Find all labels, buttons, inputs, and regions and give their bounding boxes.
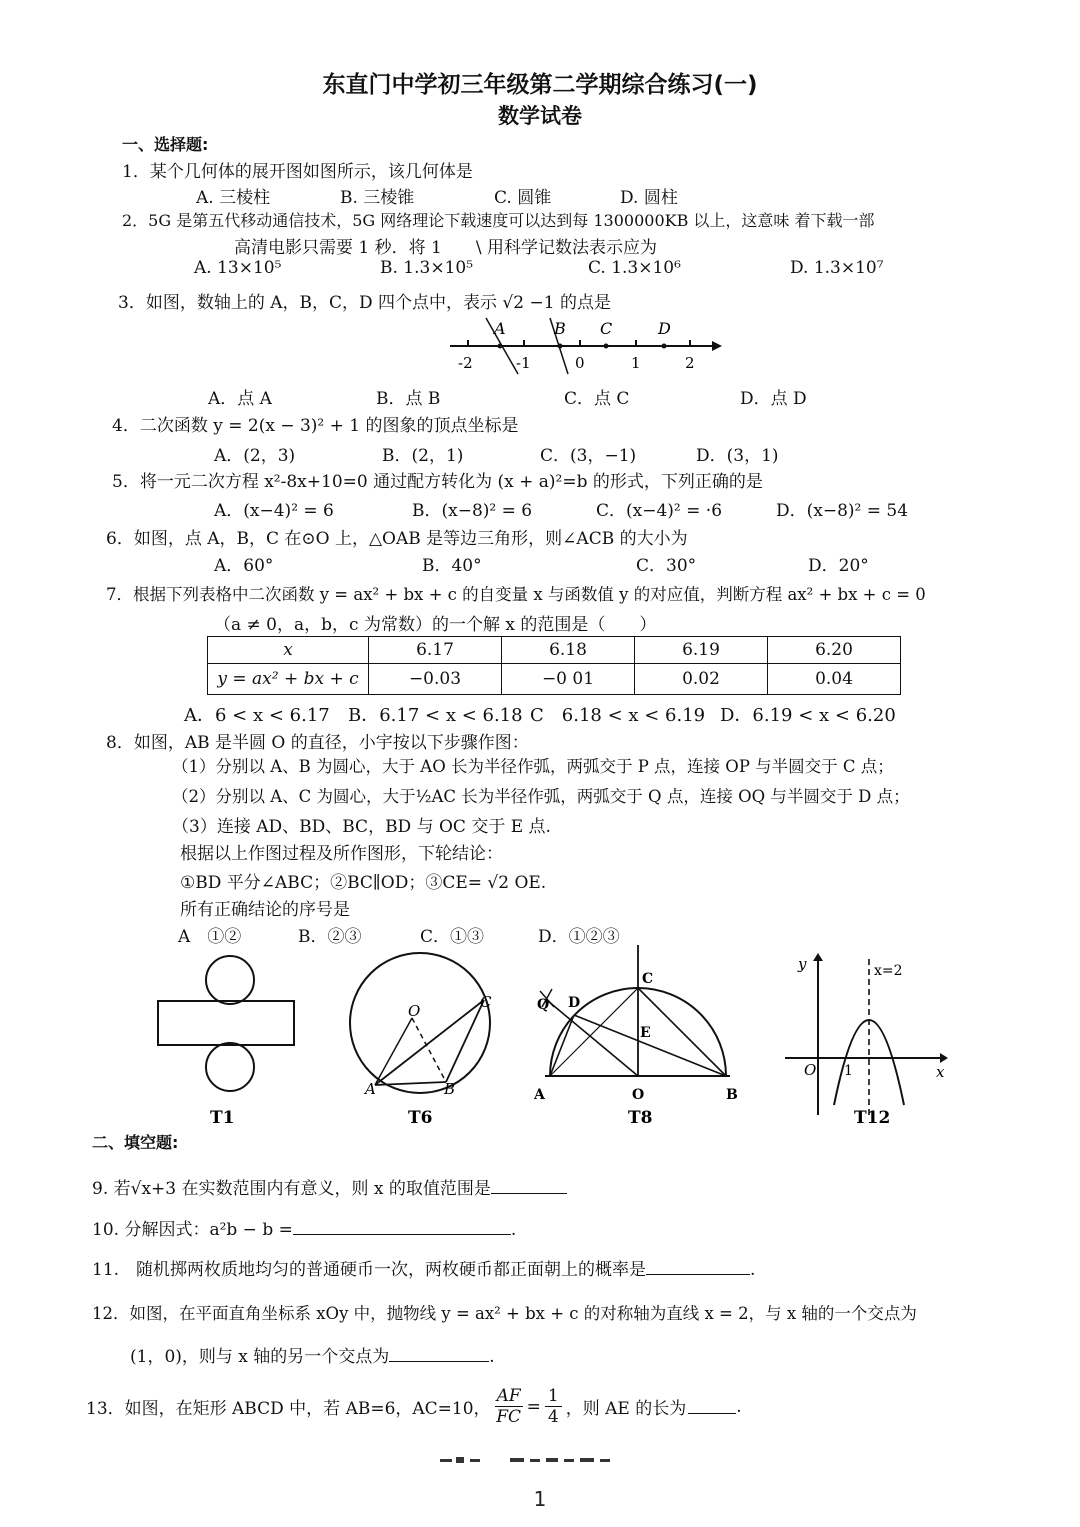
q4-option-a: A．(2，3): [214, 446, 296, 466]
q5-option-d: D．(x−8)² = 54: [776, 501, 909, 521]
table-cell: 0.02: [635, 664, 768, 695]
t8-point-q: Q: [537, 997, 550, 1013]
q13-answer-blank[interactable]: [688, 1399, 736, 1414]
q7-value-table: [207, 636, 901, 695]
q13-fraction-af-fc: [495, 1386, 523, 1427]
q13-fraction-quarter: [545, 1386, 562, 1427]
t12-parabola-figure: [785, 953, 948, 1128]
q10-stem-line: 10. 分解因式：a²b − b = .: [92, 1220, 517, 1240]
q12-stem-line2-wrap: (1，0)，则与 x 轴的另一个交点为 .: [130, 1347, 495, 1367]
q1-option-a: A. 三棱柱: [196, 188, 271, 208]
q3-point-a: A: [494, 319, 506, 338]
q5-option-b: B．(x−8)² = 6: [412, 501, 533, 521]
t6-label: T6: [408, 1108, 433, 1128]
t8-label: T8: [628, 1108, 653, 1128]
t8-semicircle-figure: [533, 945, 738, 1128]
table-cell: 6.17: [369, 637, 502, 664]
table-row: [208, 664, 901, 695]
exam-title: 东直门中学初三年级第二学期综合练习(一): [322, 72, 758, 98]
q7-option-b: B．6.17 < x < 6.18: [348, 705, 523, 726]
q3-tick-2: 2: [685, 354, 695, 372]
fraction-numerator: 1: [545, 1386, 562, 1407]
q11-stem: 11. 随机掷两枚质地均匀的普通硬币一次，两枚硬币都正面朝上的概率是: [92, 1260, 647, 1280]
table-cell: x: [208, 637, 369, 664]
q1-option-b: B. 三棱锥: [340, 188, 415, 208]
q9-stem-line: [92, 1174, 567, 1199]
q7-option-a: A．6 < x < 6.17: [184, 705, 330, 726]
table-row: [208, 637, 901, 664]
q6-option-c: C．30°: [636, 556, 697, 576]
table-cell: 0.04: [768, 664, 901, 695]
q3-option-a: A．点 A: [208, 389, 272, 409]
q8-option-d: D．①②③: [538, 927, 620, 947]
q11-stem-line: 11. 随机掷两枚质地均匀的普通硬币一次，两枚硬币都正面朝上的概率是 .: [92, 1260, 756, 1280]
q13-stem-b: ，则 AE 的长为: [565, 1399, 687, 1419]
smudged-footer-text: [0, 1455, 1080, 1467]
table-cell: −0.03: [369, 664, 502, 695]
q2-option-a: A. 13×10⁵: [194, 258, 282, 278]
t8-point-b: B: [726, 1087, 738, 1103]
t12-label-origin: O: [804, 1061, 817, 1079]
q3-point-d: D: [658, 319, 671, 338]
q6-option-a: A．60°: [214, 556, 274, 576]
q4-option-b: B．(2，1): [382, 446, 464, 466]
t12-label-axis: x=2: [874, 963, 903, 979]
q8-stem: 8．如图，AB 是半圆 O 的直径，小宇按以下步骤作图：: [106, 733, 529, 753]
q4-stem: 4．二次函数 y = 2(x − 3)² + 1 的图象的顶点坐标是: [112, 416, 519, 436]
q1-option-d: D. 圆柱: [620, 188, 678, 208]
t6-point-c: C: [480, 993, 492, 1011]
fraction-denominator: FC: [496, 1407, 521, 1427]
t1-label: T1: [210, 1108, 235, 1128]
t8-point-c: C: [642, 971, 654, 987]
q3-tick-neg1: -1: [516, 354, 531, 372]
table-cell: 6.18: [502, 637, 635, 664]
t8-point-a: A: [534, 1087, 545, 1103]
q6-option-d: D．20°: [808, 556, 869, 576]
t12-label-one: 1: [844, 1063, 853, 1079]
q2-option-d: D. 1.3×10⁷: [790, 258, 884, 278]
q4-option-c: C．(3，−1): [540, 446, 637, 466]
q13-stem-a: 13．如图，在矩形 ABCD 中，若 AB=6，AC=10，: [86, 1399, 491, 1419]
q2-stem-line2: 高清电影只需要 1 秒．将 1 \ 用科学记数法表示应为: [234, 238, 657, 258]
q3-point-b: B: [554, 319, 566, 338]
t6-point-b: B: [444, 1080, 456, 1098]
q8-claims: ①BD 平分∠ABC；②BC∥OD；③CE= √2 OE.: [180, 873, 547, 893]
q6-stem: 6．如图，点 A，B，C 在⊙O 上，△OAB 是等边三角形，则∠ACB 的大小为: [106, 529, 688, 549]
q3-option-d: D．点 D: [740, 389, 807, 409]
t8-point-e: E: [640, 1025, 651, 1041]
q3-tick-1: 1: [631, 354, 641, 372]
q7-stem-line2: （a ≠ 0，a，b，c 为常数）的一个解 x 的范围是（ ）: [214, 615, 657, 635]
t8-point-d: D: [568, 995, 581, 1011]
q12-stem-line1: 12．如图，在平面直角坐标系 xOy 中，抛物线 y = ax² + bx + c 的对称轴为直线 x = 2，与 x 轴的一个交点为: [92, 1304, 917, 1323]
t8-point-o: O: [632, 1087, 645, 1103]
q10-answer-blank[interactable]: [293, 1220, 511, 1235]
q3-option-c: C．点 C: [564, 389, 630, 409]
table-cell: 6.20: [768, 637, 901, 664]
fraction-denominator: 4: [547, 1407, 559, 1427]
q1-option-c: C. 圆锥: [494, 188, 552, 208]
t1-cylinder-net: [158, 956, 294, 1128]
q8-step3: （3）连接 AD、BD、BC，BD 与 OC 交于 E 点.: [172, 817, 551, 837]
q3-number-line: [440, 312, 730, 380]
section2-heading: 二、填空题:: [92, 1133, 179, 1152]
t6-circle-figure: [350, 953, 492, 1128]
q2-option-b: B. 1.3×10⁵: [380, 258, 474, 278]
q1-stem: 1．某个几何体的展开图如图所示，该几何体是: [122, 162, 473, 182]
page-number: 1: [533, 1487, 547, 1511]
q5-option-a: A．(x−4)² = 6: [214, 501, 334, 521]
exam-subtitle: 数学试卷: [498, 104, 582, 128]
q7-stem-line1: 7．根据下列表格中二次函数 y = ax² + bx + c 的自变量 x 与函数值 y 的对应值，判断方程 ax² + bx + c = 0: [106, 585, 926, 604]
q6-option-b: B．40°: [422, 556, 482, 576]
t12-label-x: x: [936, 1063, 945, 1081]
q11-answer-blank[interactable]: [646, 1260, 750, 1275]
table-cell: y = ax² + bx + c: [208, 664, 369, 695]
q8-option-b: B．②③: [298, 927, 362, 947]
table-cell: 6.19: [635, 637, 768, 664]
q8-ask: 所有正确结论的序号是: [180, 900, 350, 920]
q2-stem-line1: 2．5G 是第五代移动通信技术，5G 网络理论下载速度可以达到每 1300000KB 以上，这意味 着下载一部: [122, 211, 875, 230]
t6-point-o: O: [408, 1002, 421, 1020]
q3-stem: 3．如图，数轴上的 A，B，C，D 四个点中，表示 √2 −1 的点是: [118, 293, 611, 313]
q2-option-c: C. 1.3×10⁶: [588, 258, 681, 278]
q7-option-c: C 6.18 < x < 6.19: [530, 705, 706, 726]
t12-label-y: y: [798, 955, 807, 973]
fraction-numerator: AF: [496, 1386, 521, 1406]
q8-option-a: A ①②: [178, 927, 242, 947]
q9-answer-blank[interactable]: [491, 1179, 567, 1194]
t12-label: T12: [854, 1108, 891, 1128]
q3-tick-0: 0: [575, 354, 585, 372]
q5-option-c: C．(x−4)² = ·6: [596, 501, 723, 521]
t6-point-a: A: [365, 1080, 376, 1098]
q13-stem-line: 13．如图，在矩形 ABCD 中，若 AB=6，AC=10， $\frac{AF}{FC}$ = $\frac{1}{4}$ ，则 AE 的长为 .: [86, 1386, 742, 1427]
q10-stem: 10. 分解因式：a²b − b =: [92, 1220, 293, 1240]
q9-stem: 9. 若√x+3 在实数范围内有意义，则 x 的取值范围是: [92, 1179, 491, 1199]
q3-tick-neg2: -2: [458, 354, 473, 372]
q7-option-d: D．6.19 < x < 6.20: [720, 705, 896, 726]
q8-option-c: C．①③: [420, 927, 485, 947]
q8-step1: （1）分别以 A、B 为圆心，大于 AO 长为半径作弧，两弧交于 P 点，连接 OP 与半圆交于 C 点；: [172, 757, 894, 776]
section1-heading: 一、选择题:: [122, 135, 209, 154]
figures-row: [140, 945, 960, 1135]
q12-stem-line2: (1，0)，则与 x 轴的另一个交点为: [130, 1347, 390, 1367]
q8-step2: （2）分别以 A、C 为圆心，大于½AC 长为半径作弧，两弧交于 Q 点，连接 OQ 与半圆交于 D 点；: [172, 787, 910, 806]
q5-stem: 5．将一元二次方程 x²-8x+10=0 通过配方转化为 (x + a)²=b 的形式，下列正确的是: [112, 472, 763, 492]
q8-lead: 根据以上作图过程及所作图形，下轮结论：: [180, 844, 503, 864]
q12-answer-blank[interactable]: [389, 1347, 489, 1362]
q4-option-d: D．(3，1): [696, 446, 779, 466]
q3-point-c: C: [600, 319, 613, 338]
q3-option-b: B．点 B: [376, 389, 441, 409]
table-cell: −0 01: [502, 664, 635, 695]
